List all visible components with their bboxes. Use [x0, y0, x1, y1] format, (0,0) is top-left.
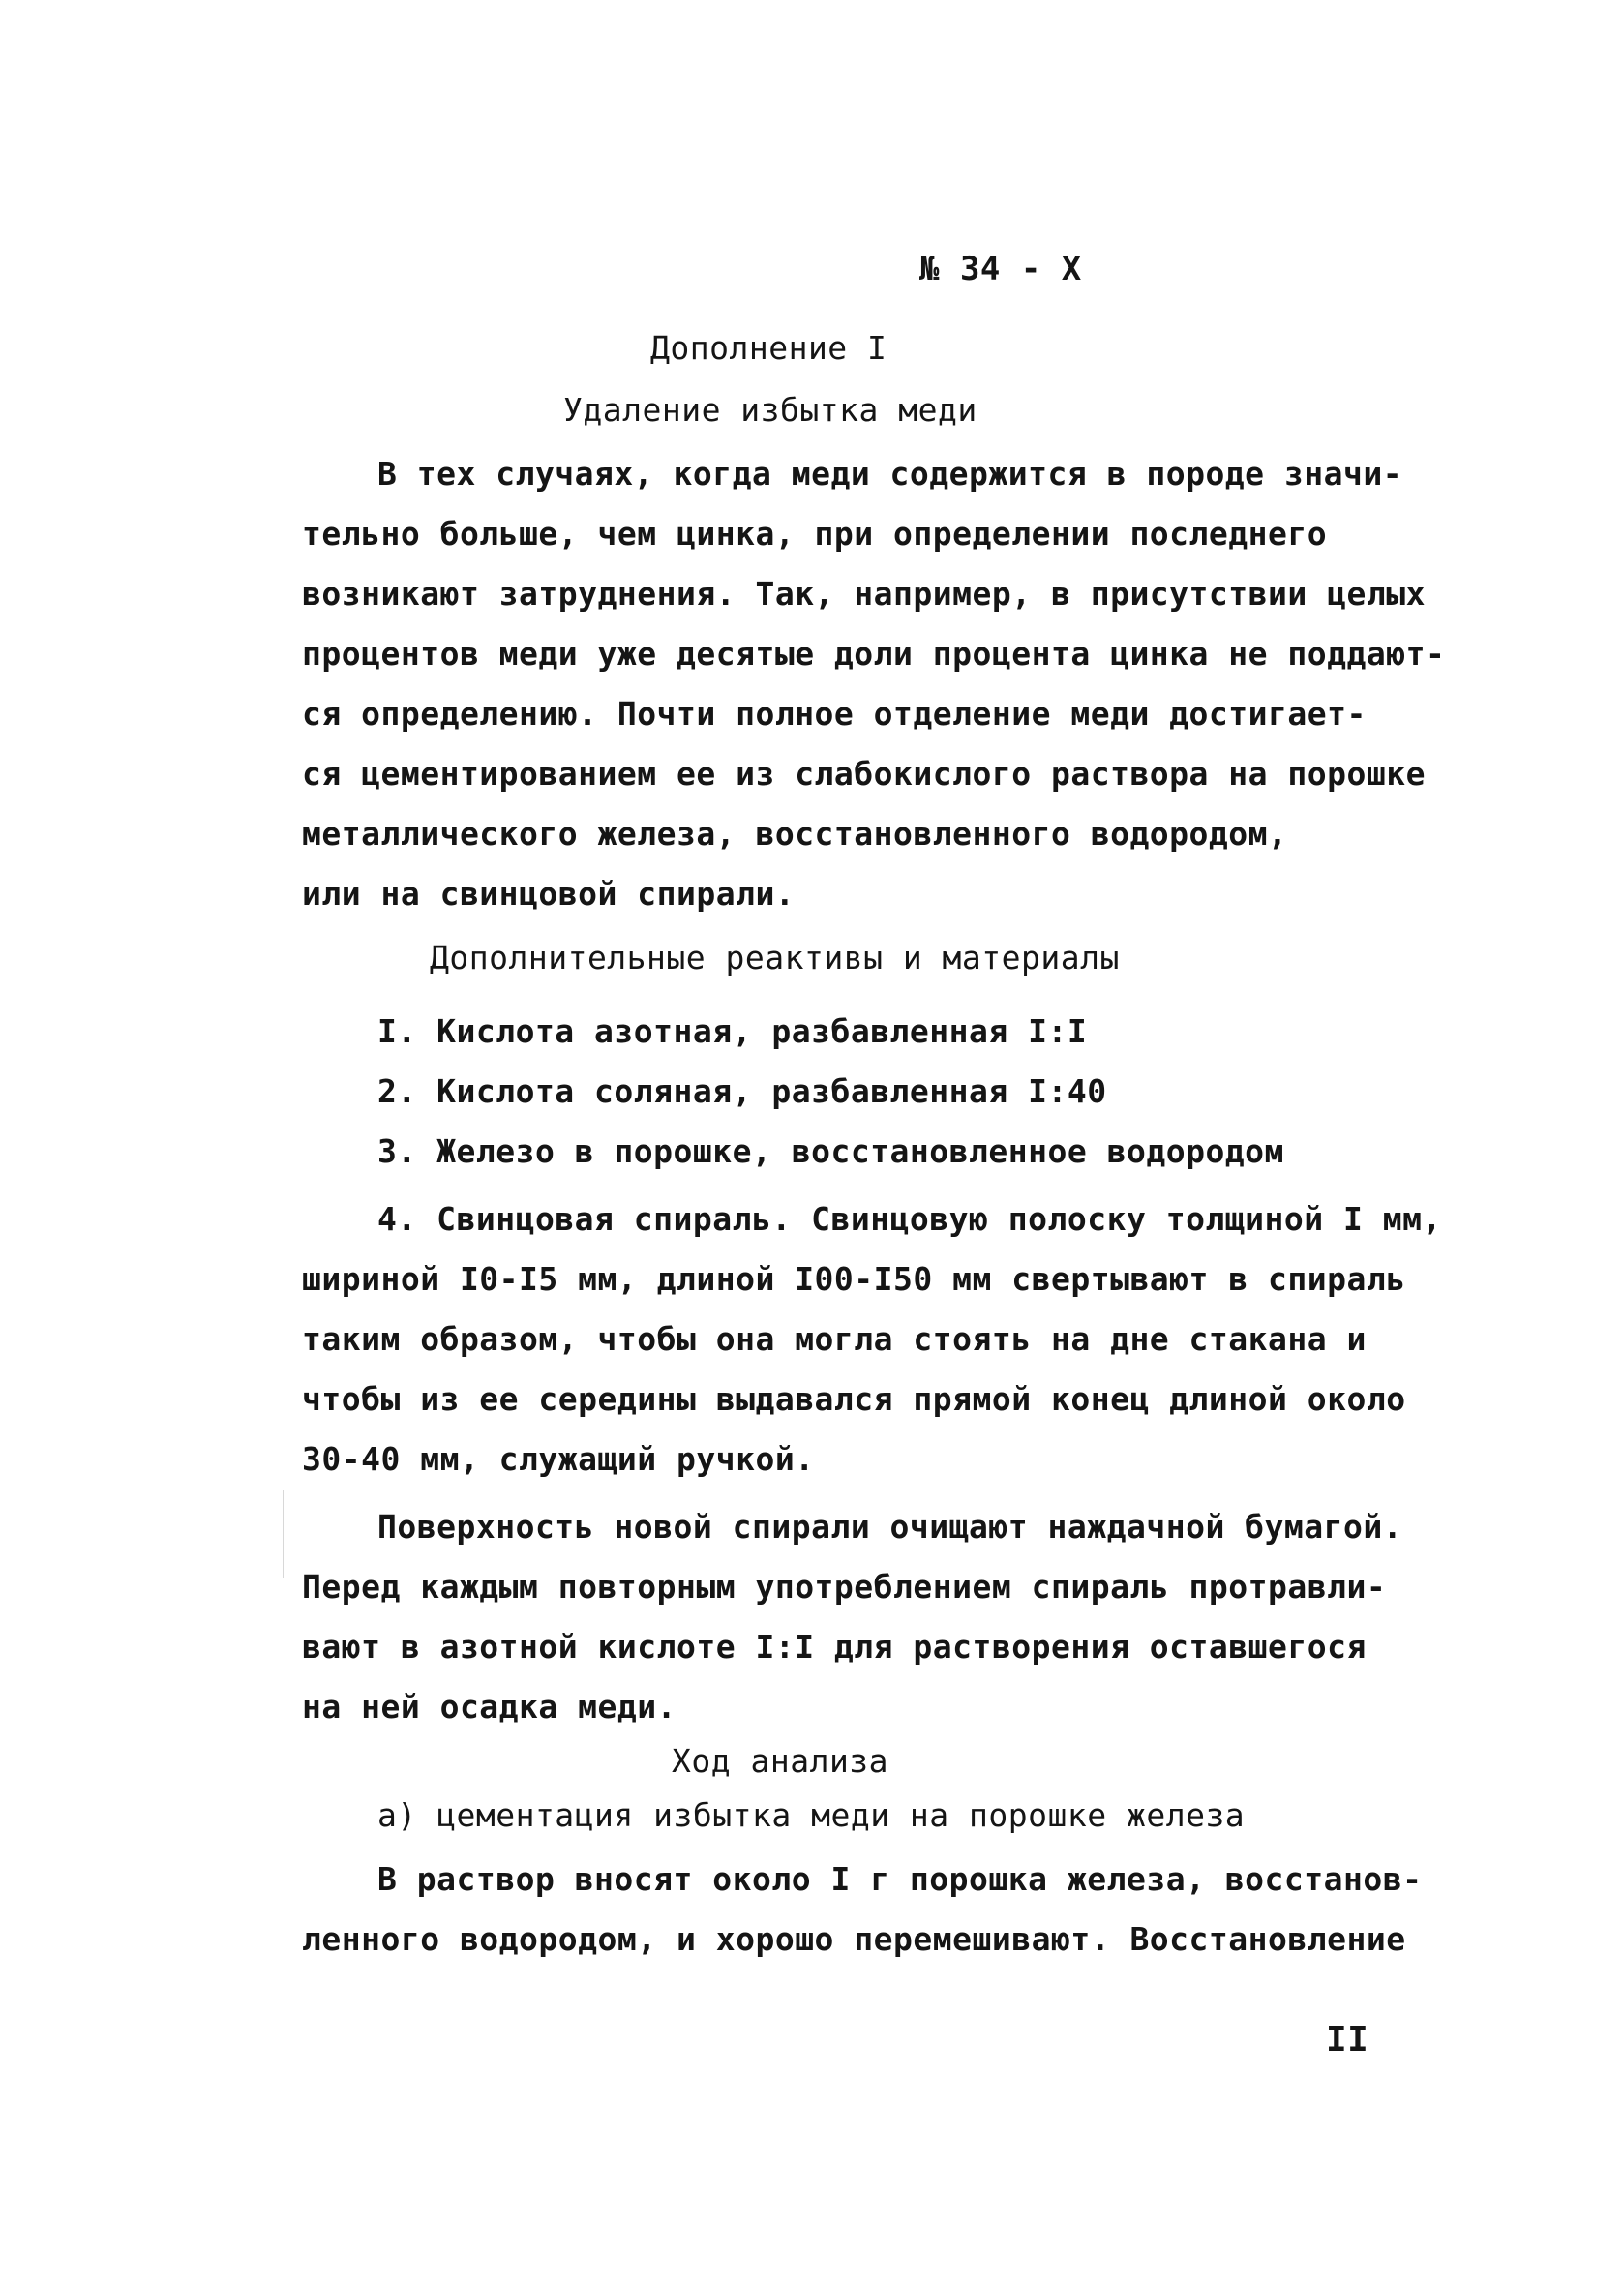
intro-line: ся определению. Почти полное отделение меди достигает-: [302, 695, 1367, 733]
reagent-item: шириной I0-I5 мм, длиной I00-I50 мм свертывают в спираль: [302, 1260, 1406, 1298]
analysis-subtitle: а) цементация избытка меди на порошке железа: [377, 1796, 1246, 1834]
intro-line: тельно больше, чем цинка, при определении последнего: [302, 515, 1328, 553]
page-number: II: [1326, 2020, 1369, 2060]
reagent-item: 3. Железо в порошке, восстановленное водородом: [377, 1132, 1284, 1170]
intro-line: или на свинцовой спирали.: [302, 875, 796, 913]
appendix-title: Дополнение I: [650, 329, 887, 367]
reagent-item: I. Кислота азотная, разбавленная I:I: [377, 1012, 1088, 1050]
reagent-item: чтобы из ее середины выдавался прямой конец длиной около: [302, 1380, 1406, 1418]
intro-line: металлического железа, восстановленного водородом,: [302, 815, 1288, 853]
intro-line: возникают затруднения. Так, например, в присутствии целых: [302, 575, 1426, 613]
surface-line: Поверхность новой спирали очищают наждачной бумагой.: [377, 1508, 1403, 1546]
intro-line: ся цементированием ее из слабокислого раствора на порошке: [302, 755, 1426, 793]
document-number: № 34 - X: [919, 250, 1082, 288]
surface-line: Перед каждым повторным употреблением спираль протравли-: [302, 1568, 1387, 1606]
analysis-title: Ход анализа: [672, 1742, 889, 1780]
analysis-line: ленного водородом, и хорошо перемешивают. Восстановление: [302, 1920, 1406, 1958]
reagent-item: таким образом, чтобы она могла стоять на дне стакана и: [302, 1320, 1367, 1358]
surface-line: вают в азотной кислоте I:I для растворения оставшегося: [302, 1628, 1367, 1666]
intro-line: процентов меди уже десятые доли процента цинка не поддают-: [302, 635, 1446, 673]
intro-line: В тех случаях, когда меди содержится в породе значи-: [377, 455, 1403, 493]
reagent-item: 2. Кислота соляная, разбавленная I:40: [377, 1072, 1107, 1110]
reagents-title: Дополнительные реактивы и материалы: [430, 939, 1120, 977]
analysis-line: В раствор вносят около I г порошка железа, восстанов-: [377, 1860, 1423, 1898]
section-title: Удаление избытка меди: [563, 391, 977, 429]
reagent-item: 4. Свинцовая спираль. Свинцовую полоску толщиной I мм,: [377, 1200, 1442, 1238]
margin-mark: [283, 1490, 284, 1578]
reagent-item: 30-40 мм, служащий ручкой.: [302, 1440, 815, 1478]
surface-line: на ней осадка меди.: [302, 1688, 677, 1726]
